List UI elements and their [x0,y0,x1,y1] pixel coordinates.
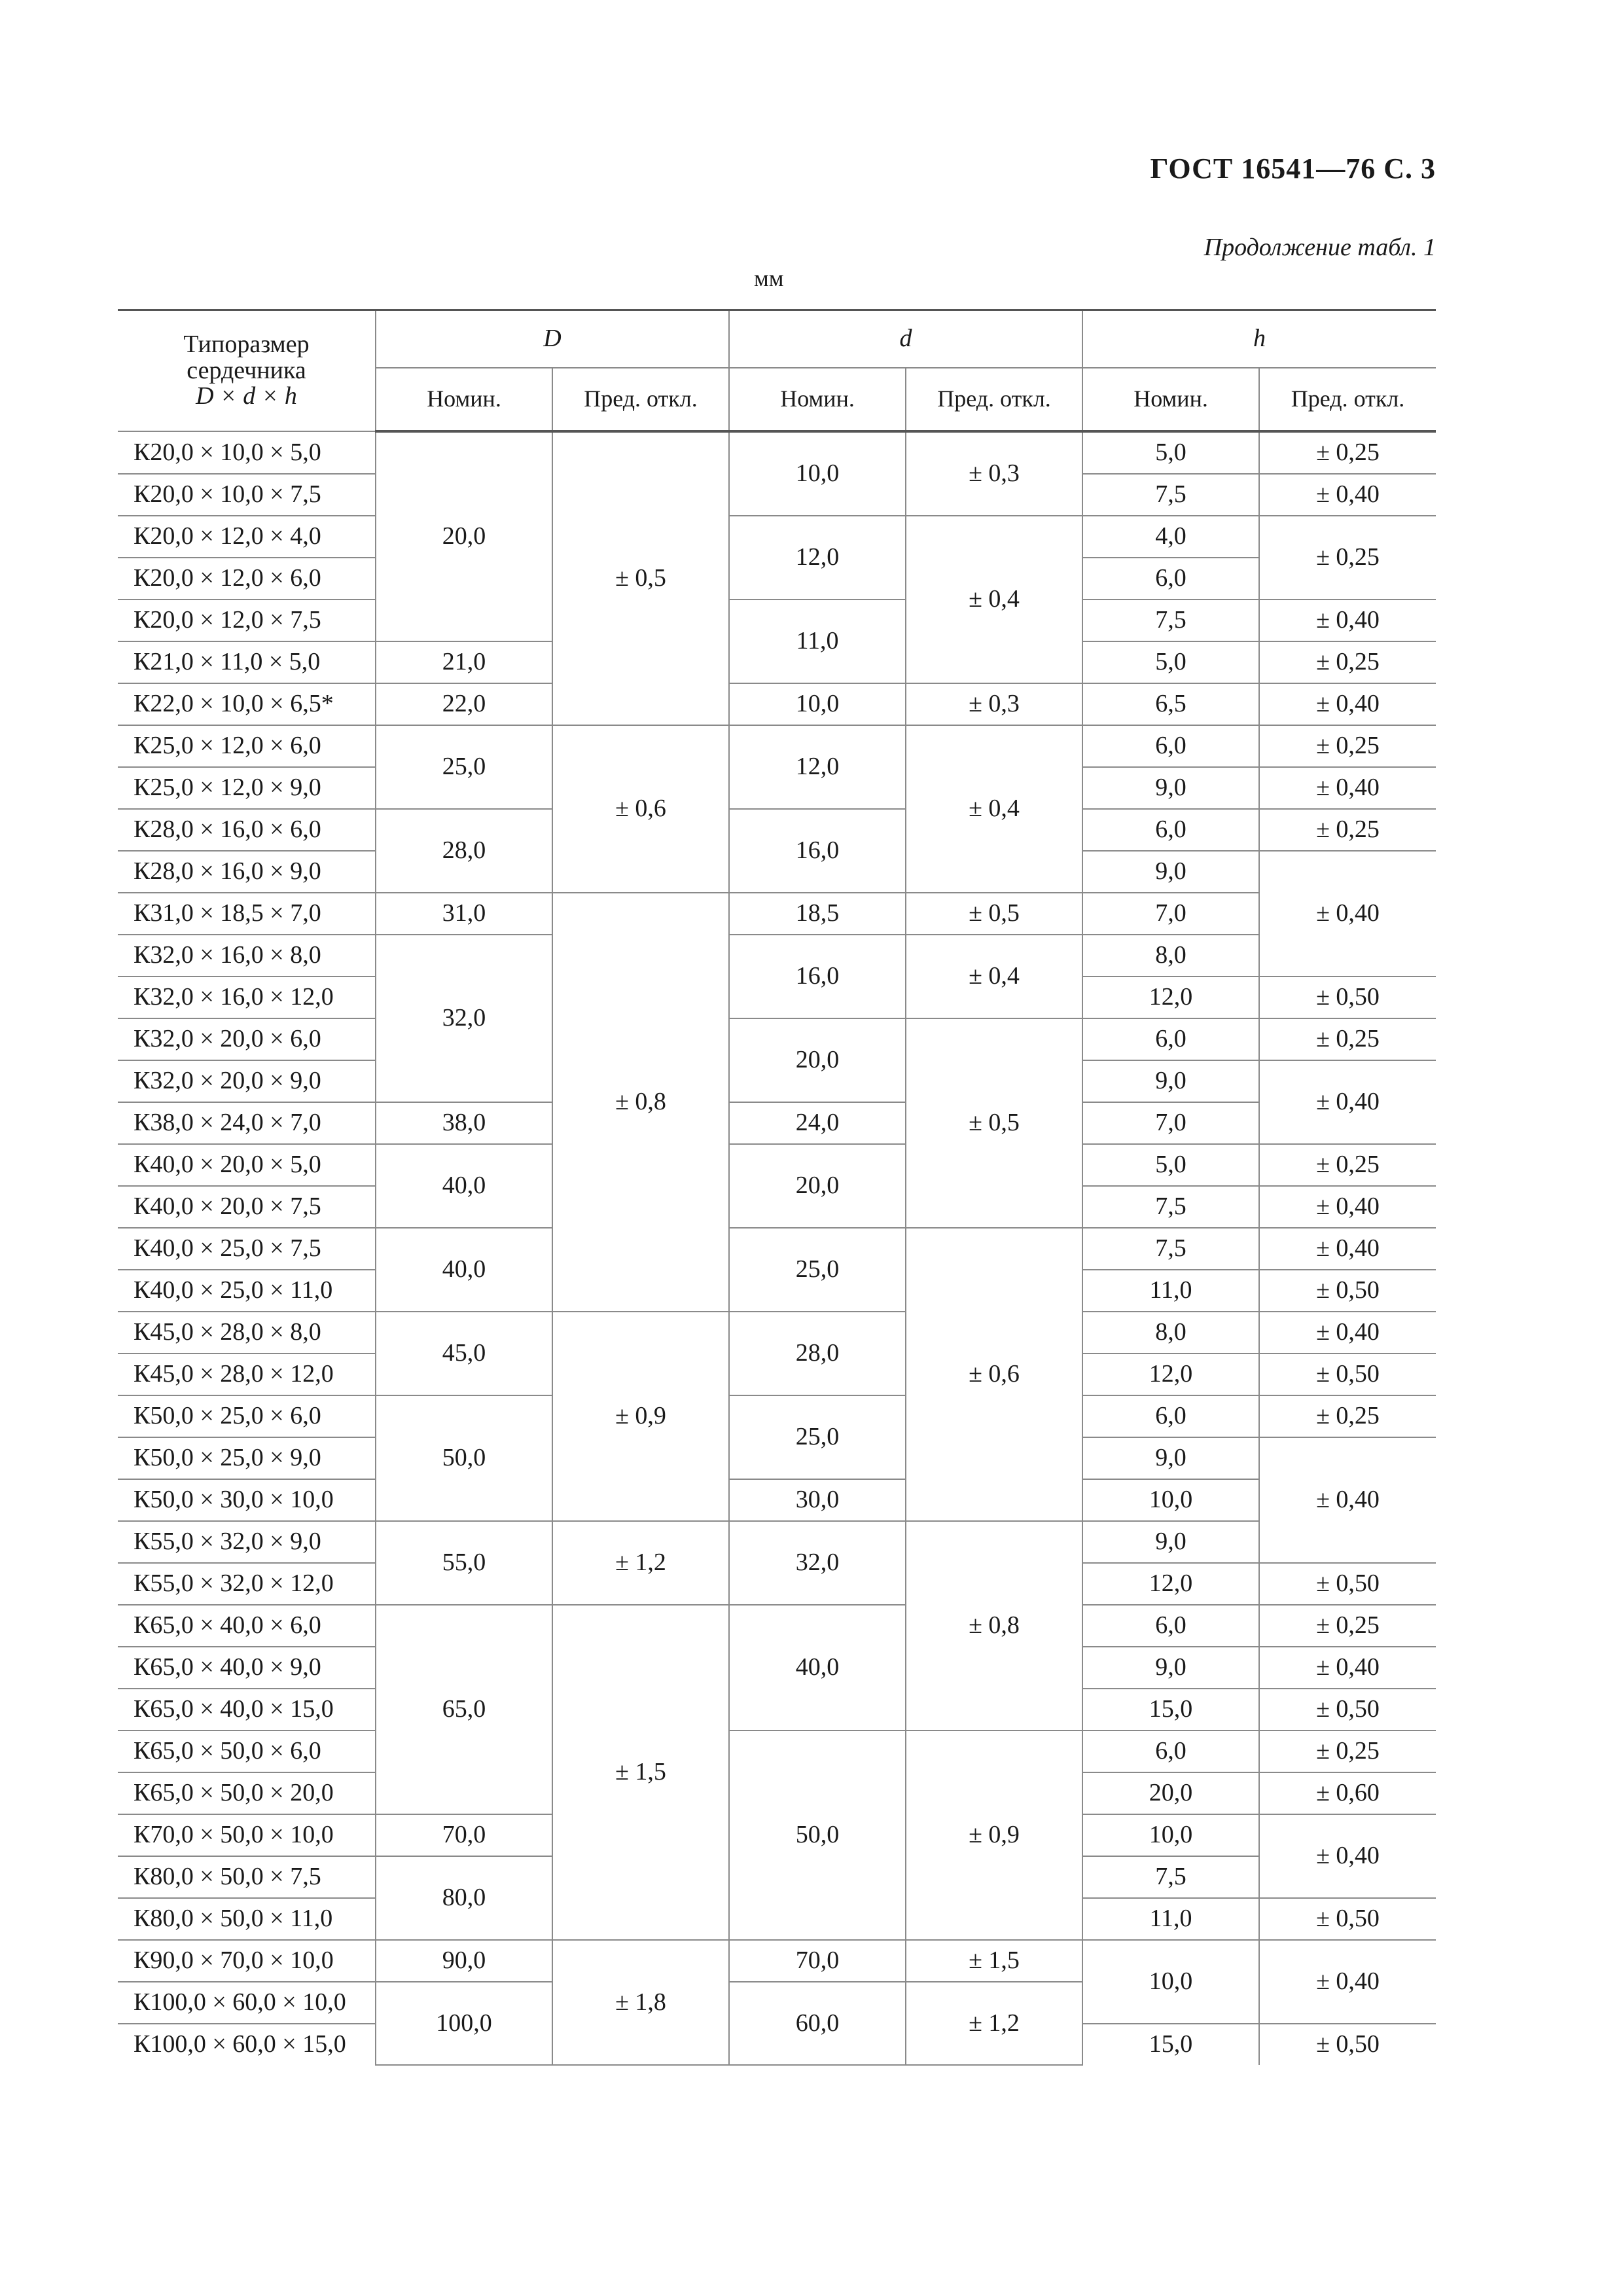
D-nominal: 25,0 [376,725,552,809]
h-tolerance: ± 0,40 [1259,1437,1436,1563]
h-nominal: 4,0 [1082,516,1259,558]
core-size: К45,0 × 28,0 × 8,0 [118,1312,376,1354]
h-tolerance: ± 0,40 [1259,1228,1436,1270]
h-tolerance: ± 0,25 [1259,725,1436,767]
h-tolerance: ± 0,40 [1259,1312,1436,1354]
D-nominal: 21,0 [376,641,552,683]
d-tolerance: ± 0,5 [906,893,1082,935]
dimensions-table [118,309,1436,2066]
d-nominal: 20,0 [729,1144,906,1228]
d-nominal: 20,0 [729,1018,906,1102]
table-continuation-caption: Продолжение табл. 1 [1204,234,1436,261]
h-nominal: 20,0 [1082,1772,1259,1814]
core-size: К32,0 × 20,0 × 6,0 [118,1018,376,1060]
core-size: К40,0 × 25,0 × 7,5 [118,1228,376,1270]
table-row [118,1521,1436,1563]
h-nominal: 6,0 [1082,725,1259,767]
core-size-header-formula: D × d × h [196,382,297,410]
height-header: h [1082,310,1436,368]
D-tolerance: ± 0,9 [552,1312,729,1521]
core-size: К90,0 × 70,0 × 10,0 [118,1940,376,1982]
D-nominal: 40,0 [376,1144,552,1228]
h-nominal: 8,0 [1082,1312,1259,1354]
D-tolerance: ± 0,5 [552,431,729,725]
d-tolerance: ± 1,2 [906,1982,1082,2065]
page-title: ГОСТ 16541—76 С. 3 [1150,152,1436,185]
core-size: К20,0 × 12,0 × 6,0 [118,558,376,600]
h-tolerance: ± 0,50 [1259,2024,1436,2065]
h-nominal: 9,0 [1082,851,1259,893]
table-row [118,893,1436,935]
core-size: К32,0 × 16,0 × 12,0 [118,977,376,1018]
h-tolerance: ± 0,50 [1259,1563,1436,1605]
core-size: К55,0 × 32,0 × 12,0 [118,1563,376,1605]
core-size: К40,0 × 25,0 × 11,0 [118,1270,376,1312]
h-tolerance: ± 0,50 [1259,977,1436,1018]
h-nominal: 6,0 [1082,809,1259,851]
core-size: К100,0 × 60,0 × 15,0 [118,2024,376,2065]
h-tolerance: ± 0,40 [1259,1186,1436,1228]
d-nominal: 18,5 [729,893,906,935]
d-nominal: 10,0 [729,431,906,516]
h-tolerance: ± 0,40 [1259,1940,1436,2024]
table-row [118,1018,1436,1060]
D-nominal: 80,0 [376,1856,552,1940]
d-tolerance: ± 0,9 [906,1731,1082,1940]
d-nominal: 11,0 [729,600,906,683]
core-size: К32,0 × 16,0 × 8,0 [118,935,376,977]
h-nominal: 9,0 [1082,1647,1259,1689]
table-row [118,431,1436,474]
h-nominal: 10,0 [1082,1814,1259,1856]
h-nominal: 8,0 [1082,935,1259,977]
h-nominal: 15,0 [1082,1689,1259,1731]
d-nominal: 25,0 [729,1395,906,1479]
d-tolerance: ± 0,8 [906,1521,1082,1731]
h-tolerance: ± 0,40 [1259,600,1436,641]
h-tolerance: ± 0,40 [1259,767,1436,809]
core-size: К28,0 × 16,0 × 9,0 [118,851,376,893]
core-size: К50,0 × 25,0 × 9,0 [118,1437,376,1479]
D-nominal: 65,0 [376,1605,552,1814]
core-size: К38,0 × 24,0 × 7,0 [118,1102,376,1144]
D-nominal: 28,0 [376,809,552,893]
D-nominal: 50,0 [376,1395,552,1521]
d-nominal: 50,0 [729,1731,906,1940]
h-nominal: 12,0 [1082,977,1259,1018]
h-nominal: 9,0 [1082,1437,1259,1479]
h-nominal: 6,0 [1082,558,1259,600]
d-nominal: 28,0 [729,1312,906,1395]
h-tolerance: ± 0,25 [1259,809,1436,851]
core-size: К65,0 × 50,0 × 20,0 [118,1772,376,1814]
core-size: К50,0 × 30,0 × 10,0 [118,1479,376,1521]
D-nominal: 100,0 [376,1982,552,2065]
table-row [118,1102,1436,1144]
table-row [118,600,1436,641]
table-row [118,725,1436,767]
table-row [118,1940,1436,1982]
h-nominal-header: Номин. [1082,368,1259,431]
core-size-header-line2: сердечника [187,356,306,384]
D-nominal: 90,0 [376,1940,552,1982]
table-row [118,1144,1436,1186]
core-size: К31,0 × 18,5 × 7,0 [118,893,376,935]
d-nominal: 16,0 [729,809,906,893]
core-size: К20,0 × 12,0 × 4,0 [118,516,376,558]
h-nominal: 5,0 [1082,1144,1259,1186]
core-size: К40,0 × 20,0 × 7,5 [118,1186,376,1228]
D-nominal: 45,0 [376,1312,552,1395]
h-nominal: 12,0 [1082,1354,1259,1395]
h-tolerance: ± 0,25 [1259,1144,1436,1186]
h-nominal: 11,0 [1082,1898,1259,1940]
core-size: К32,0 × 20,0 × 9,0 [118,1060,376,1102]
core-size-header [118,310,376,432]
h-tolerance: ± 0,50 [1259,1354,1436,1395]
table-row [118,1731,1436,1772]
core-size: К40,0 × 20,0 × 5,0 [118,1144,376,1186]
table-row [118,683,1436,725]
h-tolerance: ± 0,40 [1259,683,1436,725]
table-row [118,1312,1436,1354]
h-nominal: 7,5 [1082,1856,1259,1898]
D-tolerance: ± 0,8 [552,893,729,1312]
h-nominal: 9,0 [1082,1521,1259,1563]
h-nominal: 10,0 [1082,1940,1259,2024]
h-tolerance: ± 0,25 [1259,1605,1436,1647]
d-nominal: 12,0 [729,516,906,600]
D-tolerance: ± 1,5 [552,1605,729,1940]
h-nominal: 7,0 [1082,893,1259,935]
core-size: К20,0 × 12,0 × 7,5 [118,600,376,641]
core-size: К22,0 × 10,0 × 6,5* [118,683,376,725]
h-nominal: 9,0 [1082,767,1259,809]
h-nominal: 6,0 [1082,1605,1259,1647]
unit-label: мм [754,265,784,291]
core-size: К20,0 × 10,0 × 7,5 [118,474,376,516]
d-nominal: 12,0 [729,725,906,809]
D-nominal: 38,0 [376,1102,552,1144]
d-tolerance: ± 0,3 [906,683,1082,725]
h-tolerance: ± 0,60 [1259,1772,1436,1814]
h-nominal: 11,0 [1082,1270,1259,1312]
D-nominal: 70,0 [376,1814,552,1856]
core-size: К25,0 × 12,0 × 6,0 [118,725,376,767]
h-nominal: 7,5 [1082,1228,1259,1270]
core-size: К80,0 × 50,0 × 11,0 [118,1898,376,1940]
core-size: К65,0 × 40,0 × 9,0 [118,1647,376,1689]
table-row [118,809,1436,851]
D-tolerance-header: Пред. откл. [552,368,729,431]
D-tolerance: ± 1,8 [552,1940,729,2065]
outer-diameter-header: D [376,310,729,368]
h-tolerance: ± 0,25 [1259,1395,1436,1437]
D-nominal: 31,0 [376,893,552,935]
d-tolerance: ± 0,4 [906,935,1082,1018]
h-tolerance: ± 0,50 [1259,1689,1436,1731]
h-nominal: 6,5 [1082,683,1259,725]
table-row [118,1395,1436,1437]
core-size-header-line1: Типоразмер [183,330,310,358]
h-tolerance: ± 0,40 [1259,1814,1436,1898]
d-tolerance: ± 0,4 [906,725,1082,893]
core-size: К100,0 × 60,0 × 10,0 [118,1982,376,2024]
D-nominal: 20,0 [376,431,552,641]
h-nominal: 7,5 [1082,600,1259,641]
D-nominal: 22,0 [376,683,552,725]
h-nominal: 10,0 [1082,1479,1259,1521]
h-tolerance: ± 0,25 [1259,431,1436,474]
core-size: К65,0 × 40,0 × 6,0 [118,1605,376,1647]
h-tolerance: ± 0,25 [1259,1018,1436,1060]
core-size: К70,0 × 50,0 × 10,0 [118,1814,376,1856]
h-nominal: 15,0 [1082,2024,1259,2065]
d-nominal: 30,0 [729,1479,906,1521]
h-nominal: 9,0 [1082,1060,1259,1102]
core-size: К21,0 × 11,0 × 5,0 [118,641,376,683]
d-nominal: 40,0 [729,1605,906,1731]
h-nominal: 7,5 [1082,474,1259,516]
h-tolerance: ± 0,40 [1259,1647,1436,1689]
core-size: К20,0 × 10,0 × 5,0 [118,431,376,474]
d-nominal: 24,0 [729,1102,906,1144]
core-size: К80,0 × 50,0 × 7,5 [118,1856,376,1898]
d-tolerance: ± 0,3 [906,431,1082,516]
h-nominal: 7,0 [1082,1102,1259,1144]
d-nominal: 32,0 [729,1521,906,1605]
h-nominal: 6,0 [1082,1395,1259,1437]
inner-diameter-header: d [729,310,1082,368]
d-tolerance: ± 0,4 [906,516,1082,683]
table-row [118,1228,1436,1270]
d-tolerance: ± 1,5 [906,1940,1082,1982]
h-nominal: 12,0 [1082,1563,1259,1605]
core-size: К25,0 × 12,0 × 9,0 [118,767,376,809]
d-tolerance: ± 0,5 [906,1018,1082,1228]
h-tolerance: ± 0,50 [1259,1270,1436,1312]
core-size: К45,0 × 28,0 × 12,0 [118,1354,376,1395]
D-nominal: 40,0 [376,1228,552,1312]
d-nominal: 10,0 [729,683,906,725]
D-tolerance: ± 0,6 [552,725,729,893]
h-nominal: 6,0 [1082,1018,1259,1060]
table-row [118,935,1436,977]
d-nominal-header: Номин. [729,368,906,431]
h-nominal: 5,0 [1082,431,1259,474]
h-nominal: 7,5 [1082,1186,1259,1228]
d-tolerance: ± 0,6 [906,1228,1082,1521]
h-tolerance: ± 0,25 [1259,516,1436,600]
core-size: К65,0 × 50,0 × 6,0 [118,1731,376,1772]
D-nominal: 32,0 [376,935,552,1102]
d-tolerance-header: Пред. откл. [906,368,1082,431]
table-row [118,516,1436,558]
table-row [118,1605,1436,1647]
d-nominal: 25,0 [729,1228,906,1312]
h-tolerance: ± 0,40 [1259,1060,1436,1144]
table-row [118,1479,1436,1521]
d-nominal: 70,0 [729,1940,906,1982]
h-tolerance: ± 0,40 [1259,474,1436,516]
core-size: К28,0 × 16,0 × 6,0 [118,809,376,851]
core-size: К50,0 × 25,0 × 6,0 [118,1395,376,1437]
d-nominal: 16,0 [729,935,906,1018]
d-nominal: 60,0 [729,1982,906,2065]
D-tolerance: ± 1,2 [552,1521,729,1605]
h-tolerance: ± 0,25 [1259,1731,1436,1772]
h-nominal: 5,0 [1082,641,1259,683]
D-nominal-header: Номин. [376,368,552,431]
h-nominal: 6,0 [1082,1731,1259,1772]
h-tolerance-header: Пред. откл. [1259,368,1436,431]
core-size: К65,0 × 40,0 × 15,0 [118,1689,376,1731]
D-nominal: 55,0 [376,1521,552,1605]
core-size: К55,0 × 32,0 × 9,0 [118,1521,376,1563]
h-tolerance: ± 0,25 [1259,641,1436,683]
h-tolerance: ± 0,40 [1259,851,1436,977]
h-tolerance: ± 0,50 [1259,1898,1436,1940]
